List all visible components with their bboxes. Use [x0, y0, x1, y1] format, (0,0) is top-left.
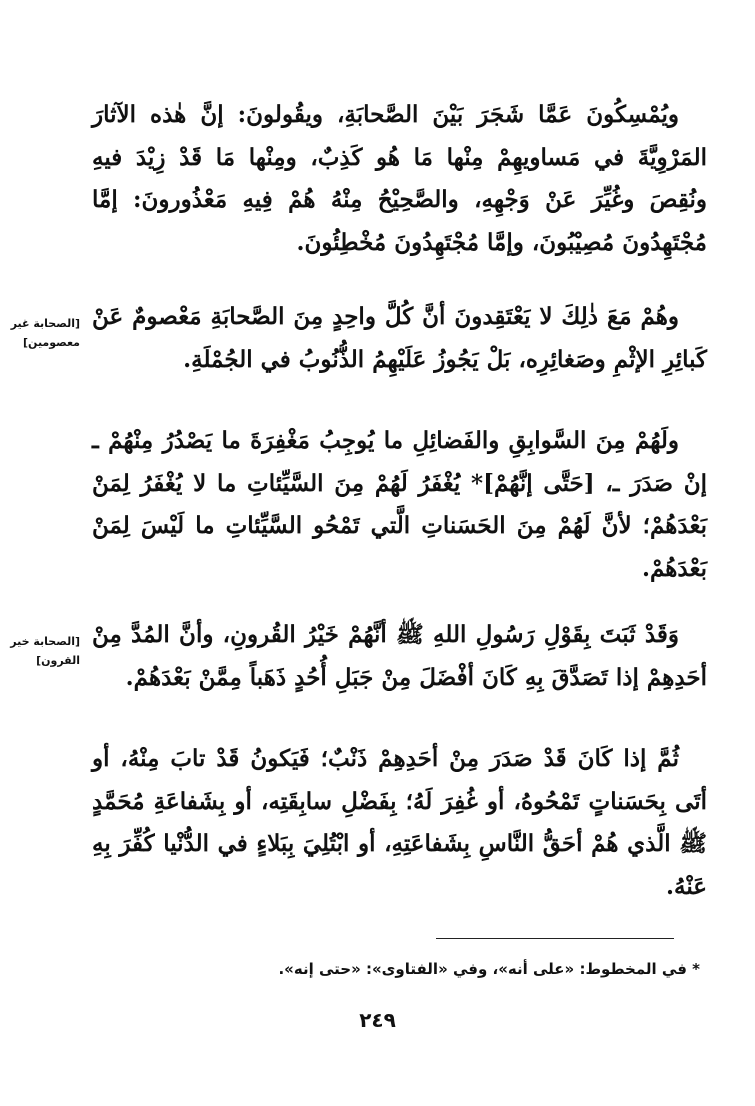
- page-number: ٢٤٩: [359, 1008, 396, 1032]
- margin-note-best-generations: [الصحابة خير القرون]: [10, 635, 80, 667]
- margin-note-infallibility: [الصحابة غير معصومين]: [10, 317, 80, 349]
- paragraph-3: ولَهُمْ مِنَ السَّوابِقِ والفَضائِلِ ما يُوجِبُ مَغْفِرَةَ ما يَصْدُرُ مِنْهُمْ ـ إنْ صَدَرَ ـ، [حَتَّى إنَّهُمْ]* يُغْفَرُ لَهُمْ مِنَ السَّيِّئاتِ ما لا يُغْفَرُ لِمَنْ بَعْدَهُمْ؛ لأنَّ لَهُمْ مِنَ الحَسَناتِ الَّتي تَمْحُو السَّيِّئاتِ ما لَيْسَ لِمَنْ بَعْدَهُمْ.: [92, 427, 707, 582]
- paragraph-2: وهُمْ مَعَ ذٰلِكَ لا يَعْتَقِدونَ أنَّ كُلَّ واحِدٍ مِنَ الصَّحابَةِ مَعْصومٌ عَنْ كَبائِرِ الإثْمِ وصَغائِرِه، بَلْ يَجُوزُ عَلَيْهِمُ الذُّنُوبُ في الجُمْلَةِ.: [92, 303, 707, 373]
- footnote-separator: [436, 938, 674, 939]
- paragraph-1: ويُمْسِكُونَ عَمَّا شَجَرَ بَيْنَ الصَّحابَةِ، ويقُولونَ: إنَّ هٰذه الآثارَ المَرْوِيَّةَ في مَساويهِمْ مِنْها مَا هُو كَذِبٌ، ومِنْها مَا قَدْ زِيْدَ فيهِ ونُقِصَ وغُيِّرَ عَنْ وَجْهِهِ، والصَّحِيْحُ مِنْهُ هُمْ فِيهِ مَعْذُورونَ: إمَّا مُجْتَهِدُونَ مُصِيْبُونَ، وإمَّا مُجْتَهِدُونَ مُخْطِئُونَ.: [92, 101, 707, 256]
- paragraph-5: ثُمَّ إذا كَانَ قَدْ صَدَرَ مِنْ أحَدِهِمْ ذَنْبٌ؛ فَيَكونُ قَدْ تابَ مِنْهُ، أو أتَى بِحَسَناتٍ تَمْحُوهُ، أو غُفِرَ لَهُ؛ بِفَضْلِ سابِقَتِه، أو بِشَفاعَةِ مُحَمَّدٍ ﷺ الَّذي هُمْ أحَقُّ النَّاسِ بِشَفاعَتِهِ، أو ابْتُلِيَ بِبَلاءٍ في الدُّنْيا كُفِّرَ بِهِ عَنْهُ.: [92, 745, 707, 900]
- footnote: * في المخطوط: «على أنه»، وفي «الفتاوى»: «حتى إنه».: [278, 960, 700, 978]
- paragraph-4: وَقَدْ ثَبَتَ بِقَوْلِ رَسُولِ اللهِ ﷺ أنَّهُمْ خَيْرُ القُرونِ، وأنَّ المُدَّ مِنْ أحَدِهِمْ إذا تَصَدَّقَ بِهِ كَانَ أفْضَلَ مِنْ جَبَلِ أُحُدٍ ذَهَباً مِمَّنْ بَعْدَهُمْ.: [92, 621, 707, 691]
